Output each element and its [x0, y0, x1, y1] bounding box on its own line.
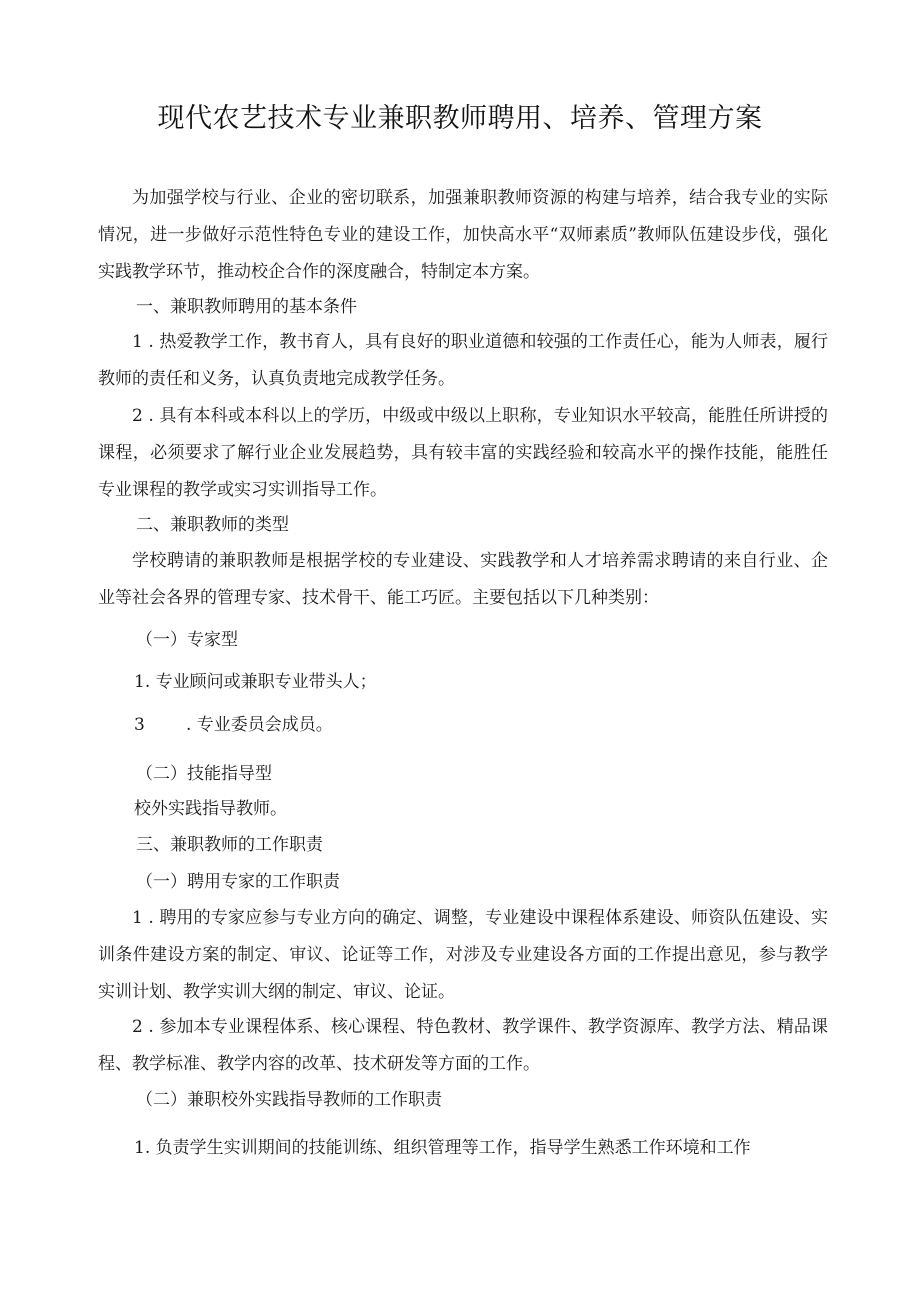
section1-item-2: 2 . 具有本科或本科以上的学历，中级或中级以上职称，专业知识水平较高，能胜任所讲授的课程，必须要求了解行业企业发展趋势，具有较丰富的实践经验和较高水平的操作技能，能胜任专业课程的教学或实习实训指导工作。 [98, 406, 828, 500]
subheading-expert-duties: （一）聘用专家的工作职责 [136, 872, 340, 892]
subheading-expert-type: （一）专家型 [136, 630, 238, 650]
section3-item-2: 2 . 参加本专业课程体系、核心课程、特色教材、教学课件、教学资源库、教学方法、精品课程、教学标准、教学内容的改革、技术研发等方面的工作。 [98, 1017, 828, 1074]
section-heading-2: 二、兼职教师的类型 [136, 515, 289, 535]
section1-item-1: 1 . 热爱教学工作，教书育人，具有良好的职业道德和较强的工作责任心，能为人师表，履行教师的责任和义务，认真负责地完成教学任务。 [98, 332, 828, 389]
practice-teacher-item-1: 1. 负责学生实训期间的技能训练、组织管理等工作，指导学生熟悉工作环境和工作 [134, 1138, 751, 1158]
expert-type-item-3 [134, 707, 333, 744]
section-heading-1: 一、兼职教师聘用的基本条件 [136, 297, 357, 317]
expert-type-item-1: 1. 专业顾问或兼职专业带头人； [134, 672, 377, 692]
subheading-skill-type: （二）技能指导型 [136, 764, 272, 784]
section2-body: 学校聘请的兼职教师是根据学校的专业建设、实践教学和人才培养需求聘请的来自行业、企业等社会各界的管理专家、技术骨干、能工巧匠。主要包括以下几种类别： [98, 551, 828, 608]
subheading-practice-teacher-duties: （二）兼职校外实践指导教师的工作职责 [136, 1090, 442, 1110]
skill-type-body: 校外实践指导教师。 [134, 799, 287, 819]
expert-type-item-3-text: . 专业委员会成员。 [186, 715, 333, 735]
expert-type-item-3-number: 3 [134, 715, 145, 735]
intro-paragraph: 为加强学校与行业、企业的密切联系，加强兼职教师资源的构建与培养，结合我专业的实际情况，进一步做好示范性特色专业的建设工作，加快高水平“双师素质”教师队伍建设步伐，强化实践教学环节，推动校企合作的深度融合，特制定本方案。 [98, 188, 828, 282]
section-heading-3: 三、兼职教师的工作职责 [136, 835, 323, 855]
document-title: 现代农艺技术专业兼职教师聘用、培养、管理方案 [157, 103, 763, 134]
section3-item-1: 1 . 聘用的专家应参与专业方向的确定、调整，专业建设中课程体系建设、师资队伍建设、实训条件建设方案的制定、审议、论证等工作，对涉及专业建设各方面的工作提出意见，参与教学实训计划、教学实训大纲的制定、审议、论证。 [98, 908, 828, 1002]
